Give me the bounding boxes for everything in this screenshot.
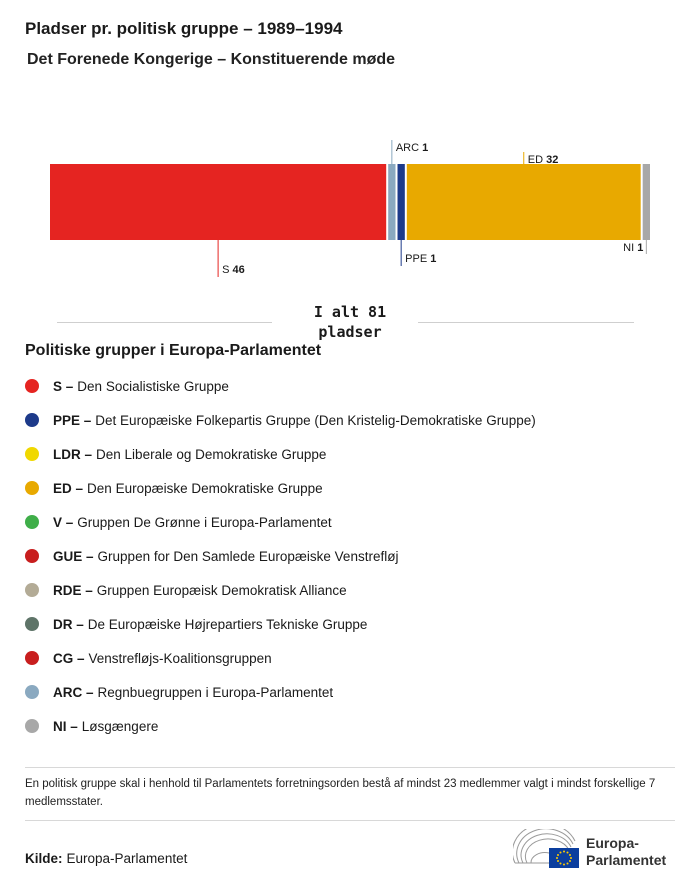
total-label-line2: pladser [318, 323, 382, 341]
legend-item-dr [25, 607, 536, 641]
legend-item-ldr [25, 437, 536, 471]
legend-label: Gruppen for Den Samlede Europæiske Venstrefløj [97, 548, 399, 564]
footnote-divider-top [25, 767, 675, 768]
legend-label: Gruppen Europæisk Demokratisk Alliance [96, 582, 347, 598]
legend-label: Gruppen De Grønne i Europa-Parlamentet [77, 514, 332, 530]
total-label-line1: I alt 81 [313, 303, 387, 321]
seat-bar-chart [0, 125, 700, 285]
legend-abbr: LDR – [53, 446, 93, 462]
legend-abbr: CG – [53, 650, 85, 666]
data-label-ppe: PPE 1 [405, 253, 437, 265]
total-divider-left [57, 322, 272, 323]
source-label: Kilde: [25, 851, 63, 866]
legend-abbr: ARC – [53, 684, 94, 700]
legend [25, 369, 536, 743]
legend-item-ni [25, 709, 536, 743]
legend-dot [25, 549, 39, 563]
bar-segment-ed [407, 164, 641, 240]
data-label-s: S 46 [222, 264, 245, 276]
legend-abbr: RDE – [53, 582, 93, 598]
bar-segment-ppe [398, 164, 405, 240]
data-label-ed: ED 32 [527, 154, 559, 166]
bar-segment-arc [388, 164, 395, 240]
legend-dot [25, 617, 39, 631]
legend-dot [25, 651, 39, 665]
legend-abbr: V – [53, 514, 74, 530]
legend-abbr: NI – [53, 718, 78, 734]
bar-segment-ni [643, 164, 650, 240]
logo-text: Europa- Parlamentet [586, 835, 667, 868]
hemicycle-flag-icon [513, 829, 581, 871]
legend-abbr: GUE – [53, 548, 94, 564]
bar-segment-s [50, 164, 386, 240]
legend-dot [25, 685, 39, 699]
legend-dot [25, 379, 39, 393]
legend-dot [25, 481, 39, 495]
chart-subtitle: Det Forenede Kongerige – Konstituerende møde [27, 51, 396, 68]
chart-title: Pladser pr. politisk gruppe – 1989–1994 [25, 19, 343, 38]
legend-dot [25, 515, 39, 529]
source-value: Europa-Parlamentet [66, 851, 188, 866]
legend-abbr: ED – [53, 480, 84, 496]
legend-label: Venstrefløjs-Koalitionsgruppen [88, 650, 272, 666]
legend-label: De Europæiske Højrepartiers Tekniske Gruppe [87, 616, 368, 632]
legend-item-ed [25, 471, 536, 505]
legend-dot [25, 413, 39, 427]
legend-item-ppe [25, 403, 536, 437]
footnote: En politisk gruppe skal i henhold til Parlamentets forretningsorden bestå af mindst 23 medlemmer valgt i mindst forskellige 7 medlemsstater. [25, 778, 656, 808]
legend-item-cg [25, 641, 536, 675]
legend-label: Det Europæiske Folkepartis Gruppe (Den Kristelig-Demokratiske Gruppe) [95, 412, 536, 428]
data-label-ni: NI 1 [623, 242, 644, 254]
legend-dot [25, 719, 39, 733]
source [25, 851, 187, 866]
europarl-logo[interactable] [513, 829, 683, 871]
legend-label: Den Liberale og Demokratiske Gruppe [96, 446, 327, 462]
legend-item-gue [25, 539, 536, 573]
legend-dot [25, 447, 39, 461]
legend-item-arc [25, 675, 536, 709]
legend-label: Løsgængere [81, 718, 159, 734]
legend-item-rde [25, 573, 536, 607]
legend-abbr: DR – [53, 616, 84, 632]
legend-item-v [25, 505, 536, 539]
legend-abbr: S – [53, 378, 74, 394]
footnote-divider-bottom [25, 820, 675, 821]
total-divider-right [418, 322, 634, 323]
data-label-arc: ARC 1 [395, 142, 429, 154]
legend-dot [25, 583, 39, 597]
total-label [275, 302, 425, 342]
total-seats [0, 300, 700, 344]
legend-label: Den Europæiske Demokratiske Gruppe [87, 480, 323, 496]
legend-label: Den Socialistiske Gruppe [77, 378, 229, 394]
legend-abbr: PPE – [53, 412, 92, 428]
legend-label: Regnbuegruppen i Europa-Parlamentet [97, 684, 334, 700]
legend-item-s [25, 369, 536, 403]
legend-title: Politiske grupper i Europa-Parlamentet [25, 342, 322, 359]
